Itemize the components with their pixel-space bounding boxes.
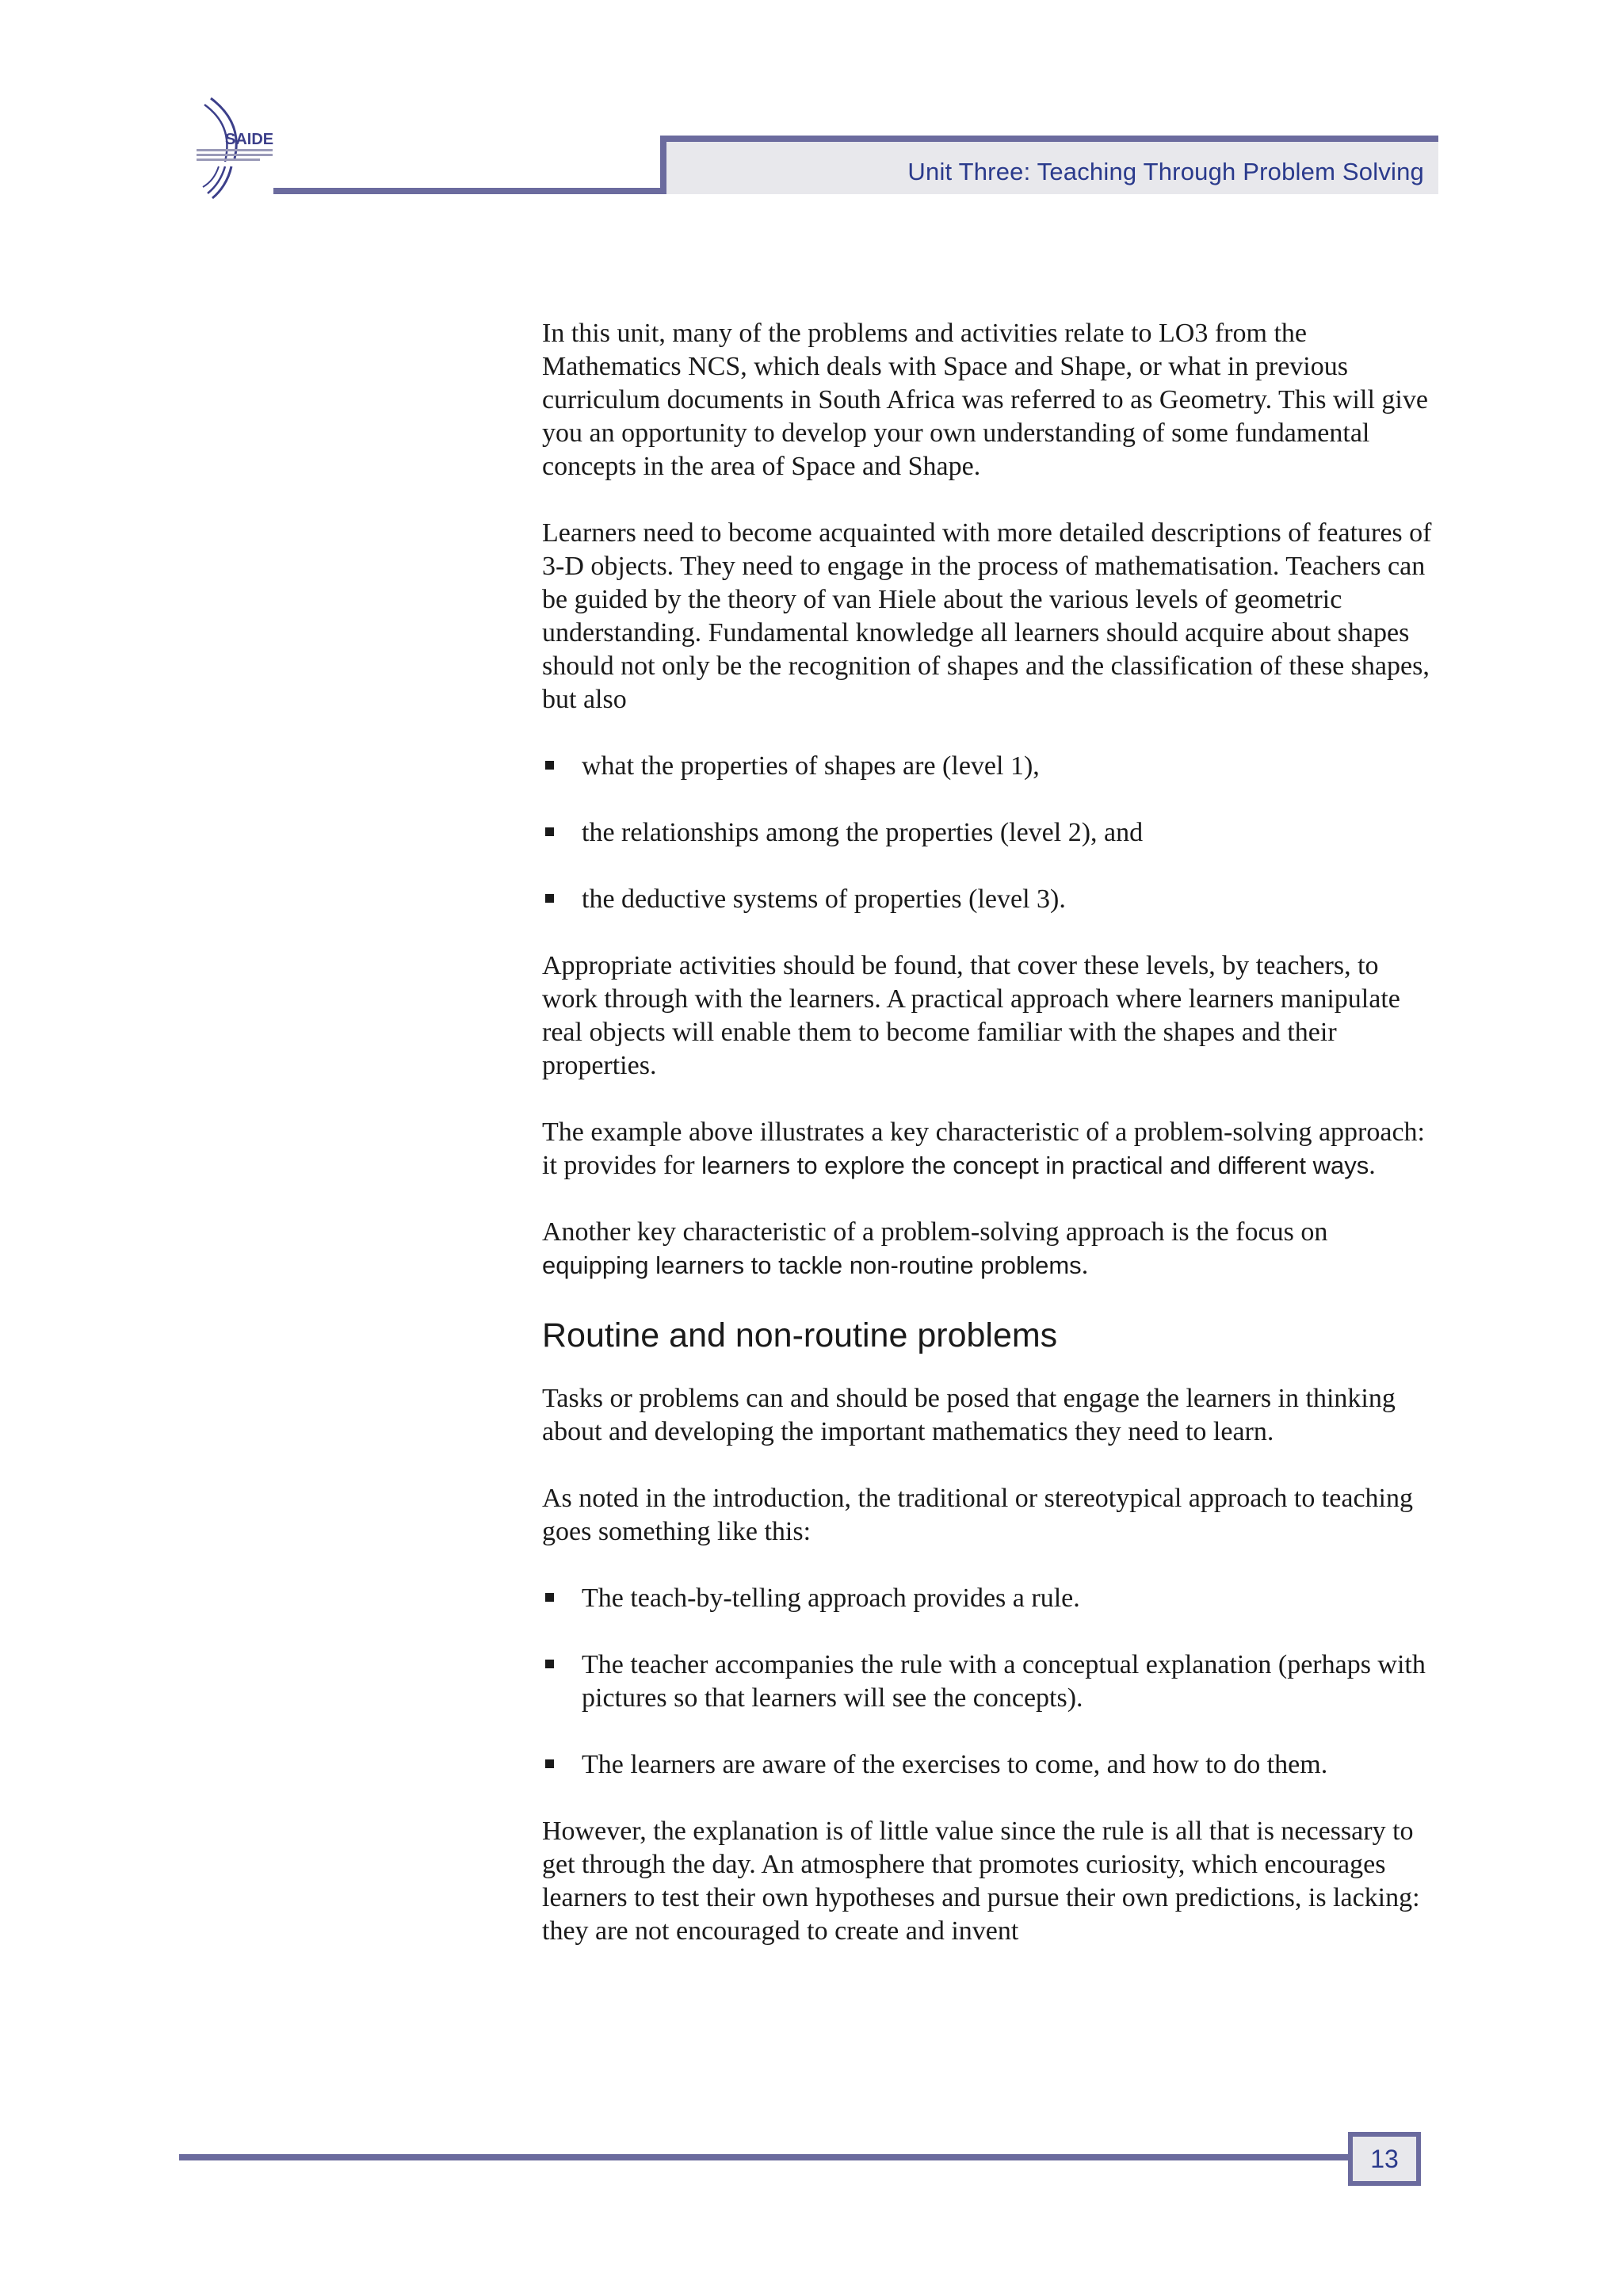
list-item: the relationships among the properties (level 2), and [542, 816, 1438, 850]
section-heading: Routine and non-routine problems [542, 1316, 1058, 1354]
paragraph-intro: In this unit, many of the problems and activities relate to LO3 from the Mathematics NCS, which deals with Space and Shape, or what in previous curriculum documents in South Africa was referred to as Geometry. This will give you an opportunity to develop your own understanding of some fundamental concepts in the area of Space and Shape. [542, 319, 1428, 481]
paragraph-non-routine-focus: Another key characteristic of a problem-solving approach is the focus on equipping learners to tackle non-routine problems. [542, 1217, 1328, 1280]
square-bullet-icon [545, 894, 554, 903]
header-bar [660, 136, 1438, 194]
square-bullet-icon [545, 1593, 554, 1602]
list-item: The learners are aware of the exercises to come, and how to do them. [542, 1748, 1438, 1782]
list-item: The teacher accompanies the rule with a conceptual explanation (perhaps with pictures so that learners will see the concepts). [542, 1648, 1438, 1715]
saide-logo [189, 94, 284, 204]
page-body [542, 317, 1438, 1981]
paragraph-activities: Appropriate activities should be found, that cover these levels, by teachers, to work through with the learners. A practical approach where learners manipulate real objects will enable them to become familiar with the shapes and their properties. [542, 951, 1400, 1080]
paragraph-explanation-value: However, the explanation is of little value since the rule is all that is necessary to get through the day. An atmosphere that promotes curiosity, which encourages learners to test their own hypotheses and pursue their own predictions, is lacking: they are not encouraged to create and invent [542, 1817, 1420, 1946]
emphasis-text: equipping learners to tackle non-routine problems [542, 1251, 1082, 1279]
unit-title: Unit Three: Teaching Through Problem Solving [907, 158, 1424, 185]
paragraph-traditional-approach: As noted in the introduction, the traditional or stereotypical approach to teaching goes something like this: [542, 1484, 1414, 1546]
paragraph-tasks: Tasks or problems can and should be posed that engage the learners in thinking about and developing the important mathematics they need to learn. [542, 1384, 1396, 1446]
list-item: the deductive systems of properties (level 3). [542, 883, 1438, 916]
header-rule [273, 188, 665, 194]
paragraph-key-characteristic: The example above illustrates a key characteristic of a problem-solving approach: it provides for learners to explore the concept in practical and different ways. [542, 1117, 1425, 1180]
square-bullet-icon [545, 827, 554, 836]
emphasis-text: learners to explore the concept in practical and different ways [701, 1152, 1369, 1179]
van-hiele-levels-list [542, 750, 1438, 916]
page-number-box [1348, 2132, 1421, 2186]
list-item: what the properties of shapes are (level 1), [542, 750, 1438, 783]
square-bullet-icon [545, 1759, 554, 1768]
page-number: 13 [1370, 2144, 1399, 2173]
teach-by-telling-list [542, 1582, 1438, 1782]
square-bullet-icon [545, 1660, 554, 1668]
square-bullet-icon [545, 761, 554, 770]
paragraph-learners-3d: Learners need to become acquainted with more detailed descriptions of features of 3-D objects. They need to engage in the process of mathematisation. Teachers can be guided by the theory of van Hiele about the various levels of geometric understanding. Fundamental knowledge all learners should acquire about shapes should not only be the recognition of shapes and the classification of these shapes, but also [542, 518, 1432, 714]
list-item: The teach-by-telling approach provides a rule. [542, 1582, 1438, 1615]
logo-text: SAIDE [225, 131, 274, 148]
footer-rule [179, 2154, 1352, 2160]
